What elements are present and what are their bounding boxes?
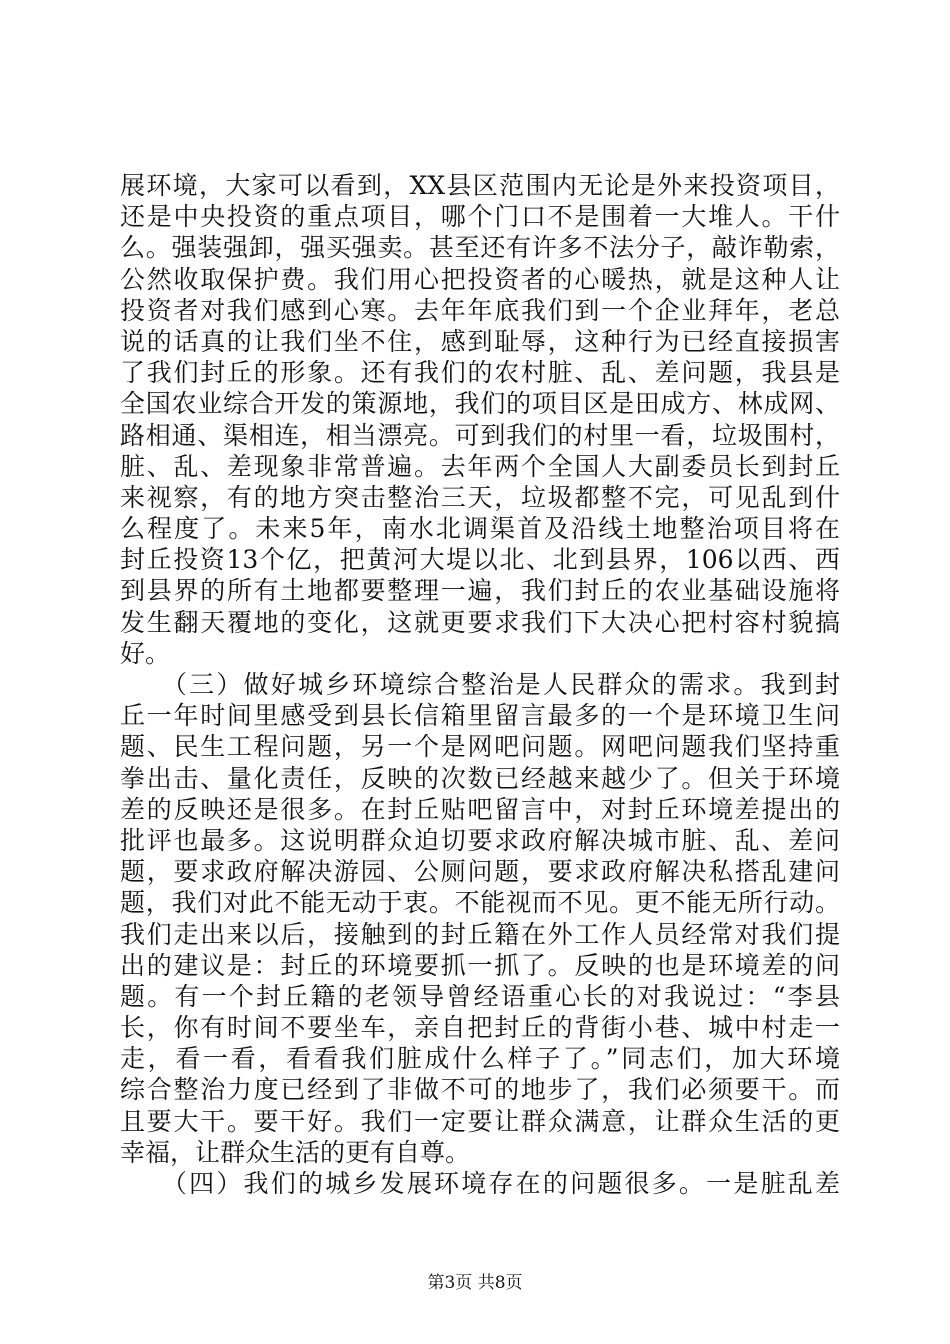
text-line: 综合整治力度已经到了非做不可的地步了，我们必须要干。而 — [120, 1075, 840, 1105]
text-line: 还是中央投资的重点项目，哪个门口不是围着一大堆人。干什 — [120, 202, 840, 232]
document-body — [120, 170, 840, 1199]
text-line: 题。有一个封丘籍的老领导曾经语重心长的对我说过：“李县 — [120, 981, 840, 1011]
text-line: 发生翻天覆地的变化，这就更要求我们下大决心把村容村貌搞 — [120, 607, 840, 637]
text-line: 来视察，有的地方突击整治三天，垃圾都整不完，可见乱到什 — [120, 482, 840, 512]
text-line: 题，要求政府解决游园、公厕问题，要求政府解决私搭乱建问 — [120, 857, 840, 887]
text-line: 公然收取保护费。我们用心把投资者的心暖热，就是这种人让 — [120, 264, 840, 294]
text-line: 投资者对我们感到心寒。去年年底我们到一个企业拜年，老总 — [120, 295, 840, 325]
text-line: 好。 — [120, 638, 171, 668]
text-line: 到县界的所有土地都要整理一遍，我们封丘的农业基础设施将 — [120, 576, 840, 606]
text-line: 走，看一看，看看我们脏成什么样子了。”同志们，加大环境 — [120, 1044, 840, 1074]
text-line: 路相通、渠相连，相当漂亮。可到我们的村里一看，垃圾围村， — [120, 420, 840, 450]
text-line: 题，我们对此不能无动于衷。不能视而不见。更不能无所行动。 — [120, 888, 840, 918]
text-line: 差的反映还是很多。在封丘贴吧留言中，对封丘环境差提出的 — [120, 794, 840, 824]
text-line: 么。强装强卸，强买强卖。甚至还有许多不法分子，敲诈勒索， — [120, 233, 840, 263]
text-line: 批评也最多。这说明群众迫切要求政府解决城市脏、乱、差问 — [120, 825, 840, 855]
text-line: 题、民生工程问题，另一个是网吧问题。网吧问题我们坚持重 — [120, 732, 840, 762]
text-line: （四）我们的城乡发展环境存在的问题很多。一是脏乱差 — [120, 1169, 840, 1198]
text-line: （三）做好城乡环境综合整治是人民群众的需求。我到封 — [120, 670, 840, 699]
text-line: 且要大干。要干好。我们一定要让群众满意，让群众生活的更 — [120, 1106, 840, 1136]
page-footer: 第3页 共8页 — [427, 1273, 523, 1293]
text-line: 丘一年时间里感受到县长信箱里留言最多的一个是环境卫生问 — [120, 701, 840, 731]
text-line: 说的话真的让我们坐不住，感到耻辱，这种行为已经直接损害 — [120, 326, 840, 356]
text-line: 么程度了。未来5年，南水北调渠首及沿线土地整治项目将在 — [120, 514, 840, 544]
text-line: 了我们封丘的形象。还有我们的农村脏、乱、差问题，我县是 — [120, 358, 840, 388]
text-line: 拳出击、量化责任，反映的次数已经越来越少了。但关于环境 — [120, 763, 840, 793]
text-line: 脏、乱、差现象非常普遍。去年两个全国人大副委员长到封丘 — [120, 451, 840, 481]
text-line: 展环境，大家可以看到，XX县区范围内无论是外来投资项目， — [120, 171, 840, 200]
text-line: 封丘投资13个亿，把黄河大堤以北、北到县界，106以西、西 — [120, 545, 840, 575]
text-line: 出的建议是：封丘的环境要抓一抓了。反映的也是环境差的问 — [120, 950, 840, 980]
text-line: 幸福，让群众生活的更有自尊。 — [120, 1137, 471, 1167]
text-line: 全国农业综合开发的策源地，我们的项目区是田成方、林成网、 — [120, 389, 840, 419]
text-line: 长，你有时间不要坐车，亲自把封丘的背街小巷、城中村走一 — [120, 1013, 840, 1043]
text-line: 我们走出来以后，接触到的封丘籍在外工作人员经常对我们提 — [120, 919, 840, 949]
